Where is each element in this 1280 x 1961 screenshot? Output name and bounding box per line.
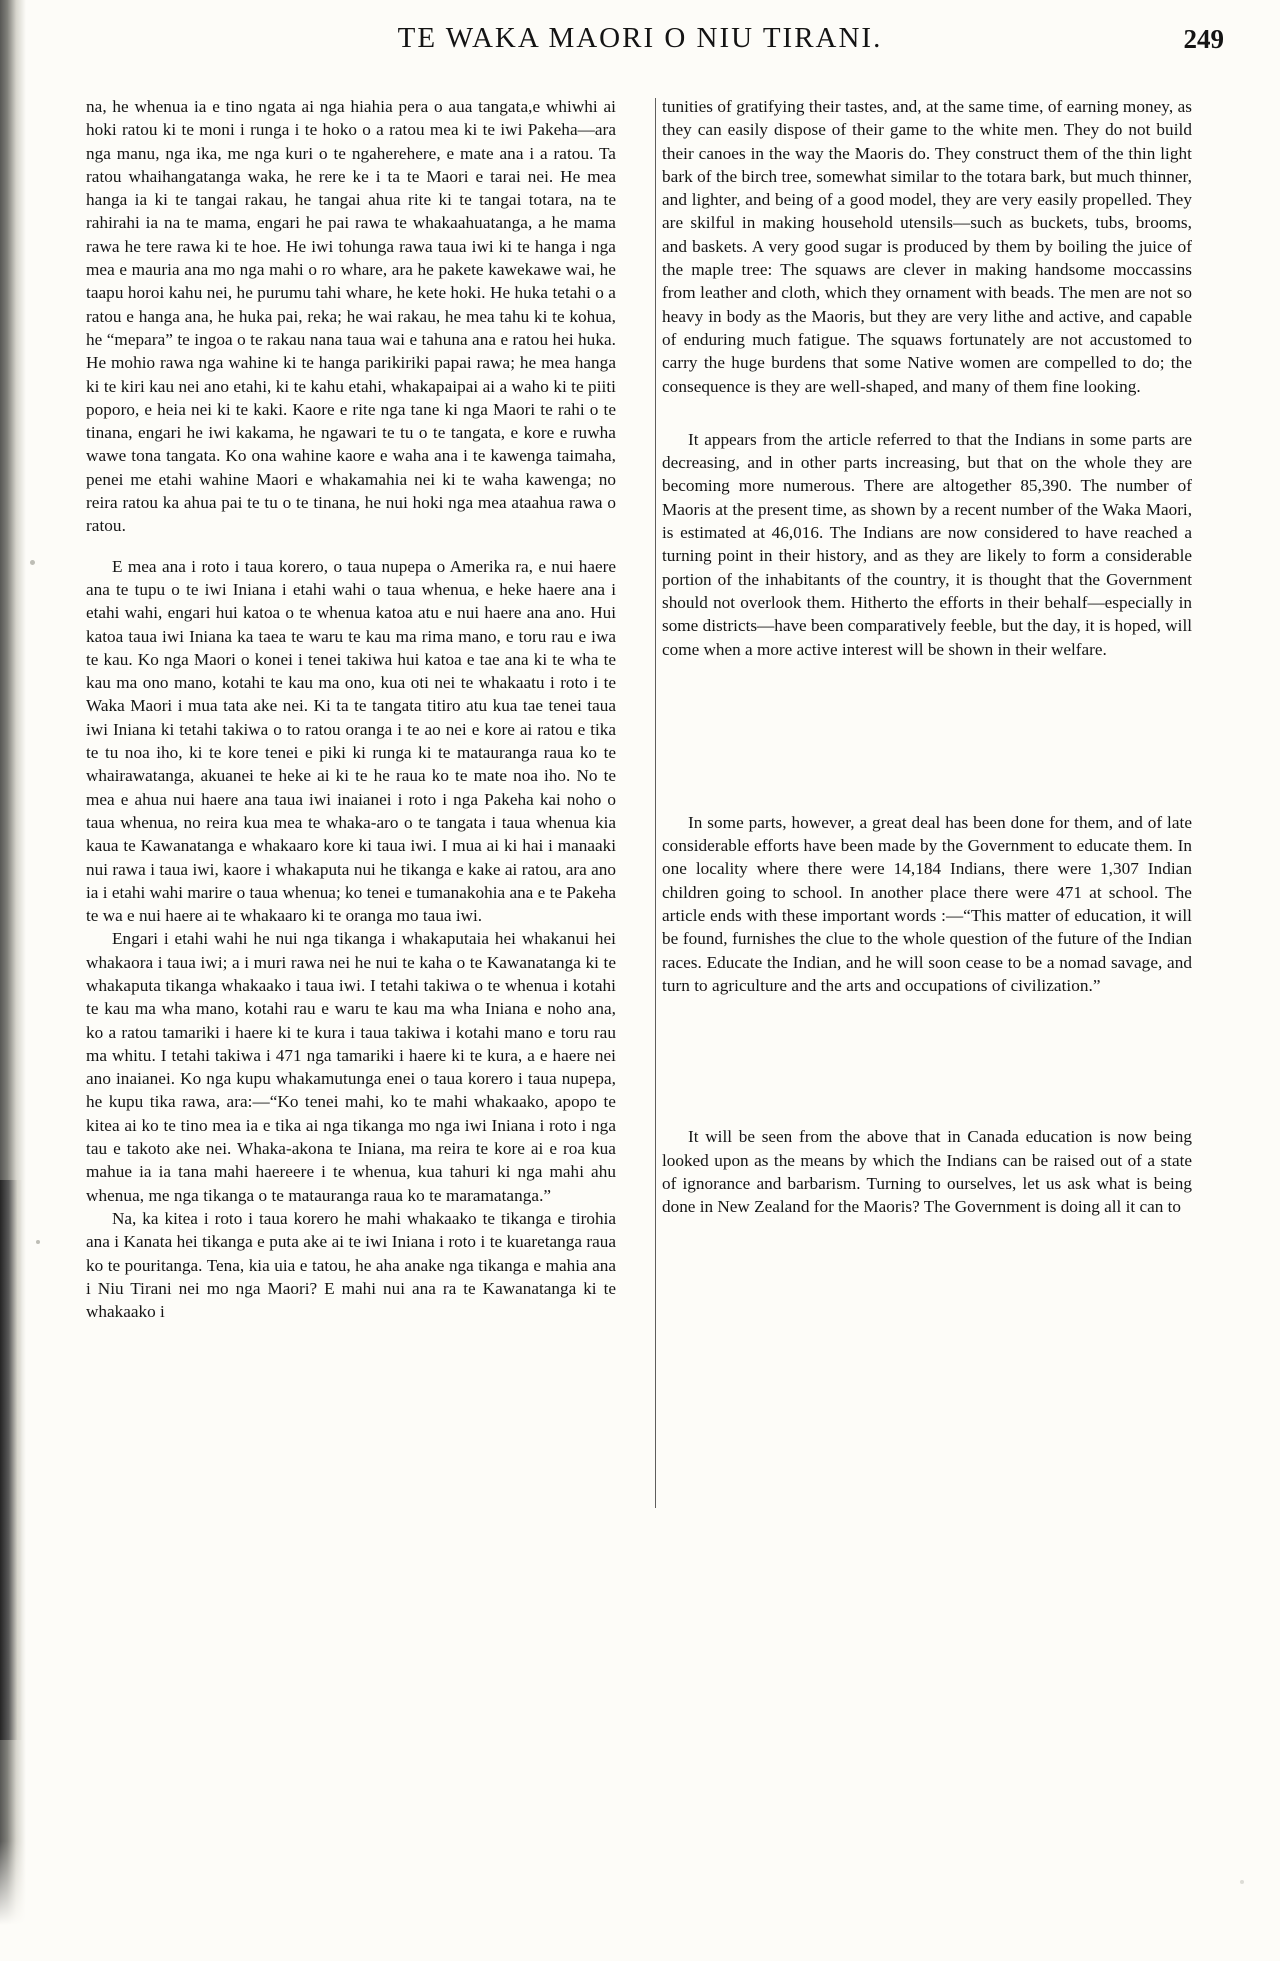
scan-edge-artifact-lower bbox=[0, 1180, 22, 1740]
masthead-title: TE WAKA MAORI O NIU TIRANI. bbox=[397, 22, 883, 54]
scan-speck bbox=[1240, 1880, 1244, 1884]
scan-speck bbox=[30, 560, 35, 565]
page-number: 249 bbox=[1183, 24, 1224, 54]
paragraph: In some parts, however, a great deal has been done for them, and of late considerable efforts have been made by the Government to educate them. In one locality where there were 14,184 Indians, there were 1,307 Indian children going to school. In another place there were 471 at school. The article ends with these important words :—“This matter of education, it will be found, furnishes the clue to the whole question of the future of the Indian races. Educate the Indian, and he will soon cease to be a nomad savage, and turn to agriculture and the arts and occupations of civilization.” bbox=[662, 812, 1192, 995]
paragraph: It appears from the article referred to that the Indians in some parts are decreasing, and in other parts increasing, but that on the whole they are becoming more numerous. There are altogether 85,390. The number of Maoris at the present time, as shown by a recent number of the Waka Maori, is estimated at 46,016. The Indians are now considered to have reached a turning point in their history, and as they are likely to form a considerable portion of the inhabitants of the country, it is thought that the Government should not overlook them. Hitherto the efforts in their behalf—especially in some districts—have been comparatively feeble, but the day, it is hoped, will come when a more active interest will be shown in their welfare. bbox=[662, 429, 1192, 659]
article-body bbox=[86, 95, 1204, 1323]
scan-speck bbox=[36, 1240, 40, 1244]
paragraph: Na, ka kitea i roto i taua korero he mahi whakaako te tikanga e tirohia ana i Kanata hei tikanga e puta ake ai te iwi Iniana i roto i te kuaretanga raua ko te pouritanga. Tena, kia uia e tatou, he aha anake nga tikanga e mahia ana i Niu Tirani nei mo nga Maori? E mahi nui ana ra te Kawanatanga ki te whakaako i bbox=[86, 1208, 616, 1322]
paragraph: E mea ana i roto i taua korero, o taua nupepa o Amerika ra, e nui haere ana te tupu o te iwi Iniana i etahi wahi o taua whenua, e heke haere ana i etahi wahi, engari hui katoa o te whenua katoa atu e nui haere ana ano. Hui katoa taua iwi Iniana ka taea te waru te kau ma rima mano, e toru rau e iwa te kau. Ko nga Maori o konei i tenei takiwa hui katoa e tae ana ki te wha te kau ma ono mano, kotahi te kau ma ono, kua oti nei te whakaatu i roto i te Waka Maori i mua tata ake nei. Ki ta te tangata titiro atu kua tae tenei taua iwi Iniana ki tetahi takiwa o to ratou oranga i te ao nei e kore ai ratou e tika te tu noa iho, ki te kore tenei e piki ki runga ki te matauranga raua ko te whairawatanga, akuanei te heke ai ki te he raua ko te mate noa iho. No te mea e ahua nui haere ana taua iwi inaianei i roto i nga Pakeha kai noho o taua whenua, no reira kua mea te whaka-aro o te tangata i taua whenua kia kaua te Kawanatanga e whakaaro kore ki taua iwi. I mua ai ki hai i manaaki nui rawa i taua iwi, kaore i whakaputa nui he tikanga e kake ai ratou, ara ano ia i etahi wahi marire o taua whenua; ko tenei e tumanakohia ana e te Pakeha te wa e nui haere ai te whakaaro ki te oranga mo taua iwi. bbox=[86, 556, 616, 926]
paragraph: na, he whenua ia e tino ngata ai nga hiahia pera o aua tangata,e whiwhi ai hoki ratou ki te moni i runga i te hoko o a ratou mea ki te iwi Pakeha—ara nga manu, nga ika, me nga kuri o te ngaherehere, e mate ana i a ratou. Ta ratou whaihangatanga waka, he rere ke i ta te Maori e tarai nei. He mea hanga ia ki te tangai rakau, he tangai ahua rite ki te tangai totara, na te rahirahi ia na te mama, engari he pai rawa te whakaahuatanga, a he mama rawa he tere rawa ki te hoe. He iwi tohunga rawa taua iwi ki te hanga i nga mea e mauria ana mo nga mahi o ro whare, ara he pakete kawekawe wai, he taapu horoi kahu nei, he purumu tahi whare, he kete hoki. He huka tetahi o a ratou e hanga ana, he huka pai, reka; he wai rakau, he mea tahu ki te kohua, he “mepara” te ingoa o te rakau nana taua wai e tahuna ana e ratou hei huka. He mohio rawa nga wahine ki te hanga parikiriki papai rawa; he mea hanga ki te kiri kau nei ano etahi, ki te kahu etahi, whakapaipai ai a waho ki te piiti poporo, e heia nei ki te kaki. Kaore e rite nga tane ki nga Maori te rahi o te tinana, engari he iwi kakama, he ngawari te tu o te tangata, e kore e ruwha wawe tona tangata. Ko ona wahine kaore e waha ana i te kawenga taimaha, penei me etahi wahine Maori e whakamahia nei ki te waha kawenga; no reira ratou ka ahua pai te tu o te tinana, he nui hoki nga mea ataahua rawa o ratou. bbox=[86, 97, 616, 536]
page-header bbox=[0, 22, 1280, 55]
column-left bbox=[86, 95, 634, 1323]
paragraph: tunities of gratifying their tastes, and, at the same time, of earning money, as they can easily dispose of their game to the white men. They do not build their canoes in the way the Maoris do. They construct them of the thin light bark of the birch tree, somewhat similar to the totara bark, but much thinner, and lighter, and being of a good model, they are very easily propelled. They are skilful in making household utensils—such as buckets, tubs, brooms, and baskets. A very good sugar is produced by them by boiling the juice of the maple tree: The squaws are clever in making handsome moccassins from leather and cloth, which they ornament with beads. The men are not so heavy in body as the Maoris, but they are very lithe and active, and capable of enduring much fatigue. The squaws fortunately are not accustomed to carry the huge burdens that some Native women are compelled to do; the consequence is they are well-shaped, and many of them fine looking. bbox=[662, 97, 1192, 396]
paragraph: Engari i etahi wahi he nui nga tikanga i whakaputaia hei whakanui hei whakaora i taua iwi; a i muri rawa nei he nui te kaha o te Kawanatanga ki te whakaputa tikanga whakaako i taua iwi. I tetahi takiwa o te whenua i kotahi te kau ma wha mano, kotahi rau e waru te kau ma wha Iniana e noho ana, ko a ratou tamariki i haere ki te kura i taua takiwa i kotahi mano e toru rau ma whitu. I tetahi takiwa i 471 nga tamariki i haere ki te kura, a e haere nei ano inaianei. Ko nga kupu whakamutunga enei o taua korero i taua nupepa, he kupu tika rawa, ara:—“Ko tenei mahi, ko te mahi whakaako, apopo te kitea ai ko te tino mea ia e tika ai nga tikanga mo nga iwi Iniana i roto i nga tau e takoto ake nei. Whaka-akona te Iniana, ma reira te kore ai e roa kua mahue ia ia tana mahi haereere i te whenua, kua tahuri ki nga mahi ahu whenua, me nga tikanga o te matauranga raua ko te maramatanga.” bbox=[86, 929, 616, 1205]
column-right bbox=[634, 95, 1192, 1323]
paragraph: It will be seen from the above that in Canada education is now being looked upon as the means by which the Indians can be raised out of a state of ignorance and barbarism. Turning to ourselves, let us ask what is being done in New Zealand for the Maoris? The Government is doing all it can to bbox=[662, 1127, 1192, 1217]
